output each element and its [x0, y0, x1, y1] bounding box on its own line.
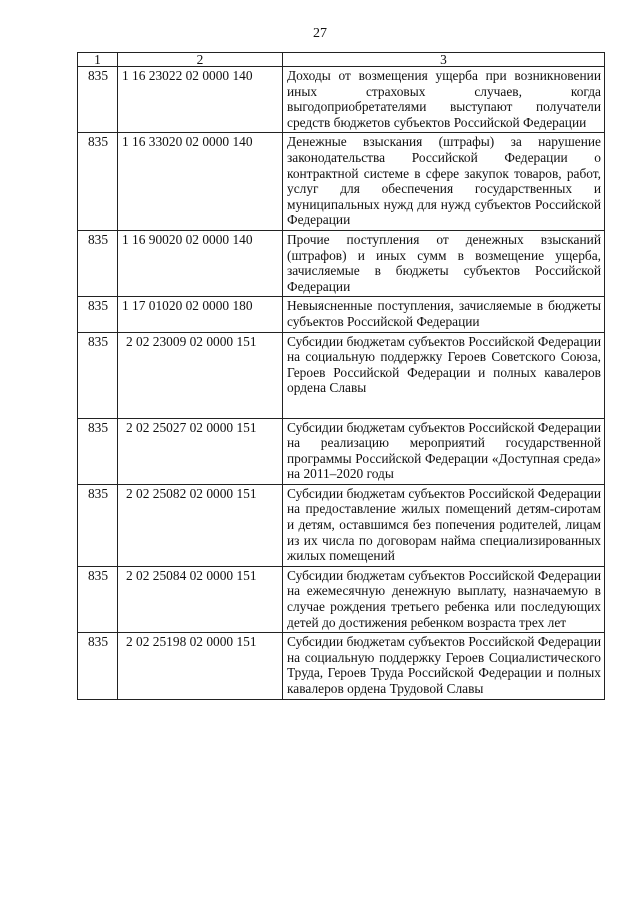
admin-code-cell: 835	[78, 484, 118, 566]
description-cell: Субсидии бюджетам субъектов Российской Федерации на предоставление жилых помещений детям-сиротам и детям, оставшимся без попечения родителей, лицам из их числа по договорам найма специализированных жилых помещений	[283, 484, 605, 566]
column-header-3: 3	[283, 53, 605, 67]
column-header-2: 2	[118, 53, 283, 67]
admin-code-cell: 835	[78, 230, 118, 296]
table-row	[78, 230, 605, 296]
admin-code-cell: 835	[78, 418, 118, 484]
table-row	[78, 484, 605, 566]
budget-code-cell: 1 17 01020 02 0000 180	[118, 297, 283, 332]
table-row	[78, 418, 605, 484]
table-row	[78, 297, 605, 332]
budget-code-cell: 2 02 25084 02 0000 151	[118, 566, 283, 632]
revenue-classification-table	[77, 52, 605, 700]
admin-code-cell: 835	[78, 566, 118, 632]
budget-code-cell: 1 16 33020 02 0000 140	[118, 133, 283, 231]
budget-code-cell: 2 02 25082 02 0000 151	[118, 484, 283, 566]
table-header-row	[78, 53, 605, 67]
description-cell: Денежные взыскания (штрафы) за нарушение законодательства Российской Федерации о контрактной системе в сфере закупок товаров, работ, услуг для обеспечения государственных и муниципальных нужд для нужд субъектов Российской Федерации	[283, 133, 605, 231]
table-row	[78, 133, 605, 231]
admin-code-cell: 835	[78, 633, 118, 699]
description-cell: Доходы от возмещения ущерба при возникновении иных страховых случаев, когда выгодоприобретателями выступают получатели средств бюджетов субъектов Российской Федерации	[283, 67, 605, 133]
description-cell: Субсидии бюджетам субъектов Российской Федерации на социальную поддержку Героев Советского Союза, Героев Российской Федерации и полных кавалеров ордена Славы	[283, 332, 605, 418]
admin-code-cell: 835	[78, 133, 118, 231]
description-cell: Субсидии бюджетам субъектов Российской Федерации на реализацию мероприятий государственной программы Российской Федерации «Доступная среда» на 2011–2020 годы	[283, 418, 605, 484]
admin-code-cell: 835	[78, 332, 118, 418]
page-number: 27	[313, 26, 327, 41]
description-cell: Субсидии бюджетам субъектов Российской Федерации на социальную поддержку Героев Социалистического Труда, Героев Труда Российской Федерации и полных кавалеров ордена Трудовой Славы	[283, 633, 605, 699]
budget-code-cell: 2 02 23009 02 0000 151	[118, 332, 283, 418]
budget-code-cell: 1 16 90020 02 0000 140	[118, 230, 283, 296]
column-header-1: 1	[78, 53, 118, 67]
table-row	[78, 332, 605, 418]
description-cell: Субсидии бюджетам субъектов Российской Федерации на ежемесячную денежную выплату, назначаемую в случае рождения третьего ребенка или последующих детей до достижения ребенком возраста трех лет	[283, 566, 605, 632]
budget-code-cell: 2 02 25027 02 0000 151	[118, 418, 283, 484]
description-cell: Невыясненные поступления, зачисляемые в бюджеты субъектов Российской Федерации	[283, 297, 605, 332]
budget-code-cell: 2 02 25198 02 0000 151	[118, 633, 283, 699]
table-row	[78, 633, 605, 699]
budget-code-cell: 1 16 23022 02 0000 140	[118, 67, 283, 133]
admin-code-cell: 835	[78, 297, 118, 332]
description-cell: Прочие поступления от денежных взысканий (штрафов) и иных сумм в возмещение ущерба, зачисляемые в бюджеты субъектов Российской Федерации	[283, 230, 605, 296]
table-row	[78, 566, 605, 632]
admin-code-cell: 835	[78, 67, 118, 133]
table-row	[78, 67, 605, 133]
